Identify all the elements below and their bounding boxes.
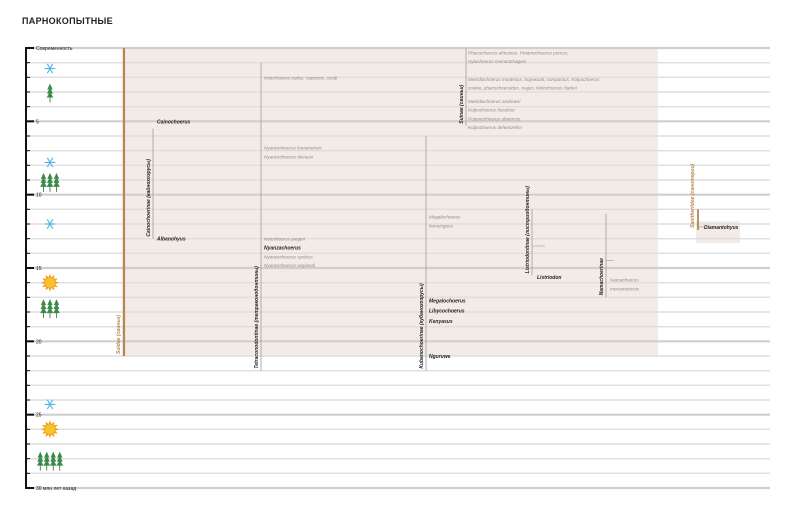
axis-tick-label: 15 (36, 266, 42, 272)
subfamily-label: Listriodontinae (листриодонтины) (525, 185, 531, 274)
taxon-label: cookei, phacochoeroides, majus, Notochoerus clarkei (468, 85, 577, 91)
taxon-label: moruorotensis (610, 286, 640, 292)
taxon-label: homungous (429, 223, 454, 229)
taxon-label: Nyanzachoerus waylandi (264, 263, 316, 269)
taxon-label: Kolpochoerus deheinzelini (468, 125, 522, 131)
taxon-label: Notochoerus jaegeri (264, 236, 306, 242)
taxon-label: Phacochoerus africanus, Potamochoerus porcus, (468, 50, 569, 56)
taxon-label: Hylochoerus meinertzhageni (468, 59, 527, 65)
subfamily-label: Namachoerinae (599, 258, 605, 296)
axis-tick-label: 5 (36, 119, 39, 126)
taxon-label: Albanohyus (157, 236, 186, 243)
snowflake-icon (45, 220, 55, 229)
taxon-label: Cainochoerus (157, 119, 191, 126)
subfamily-label: Suinae (свиньи) (459, 84, 465, 124)
taxon-label: Nguruwe (429, 354, 451, 360)
tree-icon (37, 452, 63, 471)
tree-icon (47, 83, 54, 102)
family-label: Sanitheriidae (санитерии) (690, 163, 696, 228)
sun-icon (41, 274, 59, 292)
taxon-label: Nyanzachoerus (264, 245, 301, 252)
subfamily-label: Cainochoerinae (кайнохоэрусы) (146, 158, 152, 237)
subfamily-label: Tetraconodontinae (тетраконодонтины) (254, 266, 260, 369)
taxon-label: Nyanzachoerus syrticus (264, 254, 313, 260)
family-label: Suidae (свиньи) (116, 314, 122, 354)
subfamily-label: Kubanochoerinae (кубанохоэрусы) (419, 283, 425, 369)
tree-icon (40, 299, 60, 318)
taxon-label: Nyanzachoerus devauxi (264, 154, 314, 160)
taxon-label: Namachoerus (610, 277, 639, 283)
taxon-label: Potamochoerus afarensis (468, 116, 521, 122)
axis-tick-label: 30 млн лет назад (36, 486, 77, 492)
tree-icon (40, 173, 60, 192)
axis-tick-label: Современность (36, 46, 73, 52)
sun-icon (41, 420, 59, 438)
page-title: ПАРНОКОПЫТНЫЕ (22, 16, 113, 26)
axis-tick-label: 25 (36, 412, 42, 419)
taxon-label: Diamantohyus (704, 224, 739, 231)
axis-tick-label: 10 (36, 192, 42, 199)
taxon-label: Notochoerus euilus, capensis, scotti (264, 75, 338, 81)
axis-tick-label: 20 (36, 339, 42, 346)
taxon-label: Listriodon (537, 274, 562, 281)
sun-core (45, 424, 55, 434)
taxon-label: Megalochoerus (429, 298, 466, 305)
snowflake-icon (45, 400, 55, 409)
taxon-label: Kenyasus (429, 318, 453, 325)
taxon-label: Nyanzachoerus kanamensis (264, 145, 322, 151)
taxon-label: Kolpochoerus heseloni (468, 107, 515, 113)
snowflake-icon (45, 64, 55, 73)
taxon-label: Metridiochoerus modestus, hopwoodi, compactus, Kolpochoerus (468, 76, 600, 82)
suidae-range-band (122, 48, 658, 356)
taxon-label: Libycochoerus (429, 308, 465, 315)
sun-core (45, 278, 55, 288)
taxon-label: Megalochoerus (429, 214, 461, 220)
taxon-label: Metridiochoerus andrewsi (468, 98, 521, 104)
